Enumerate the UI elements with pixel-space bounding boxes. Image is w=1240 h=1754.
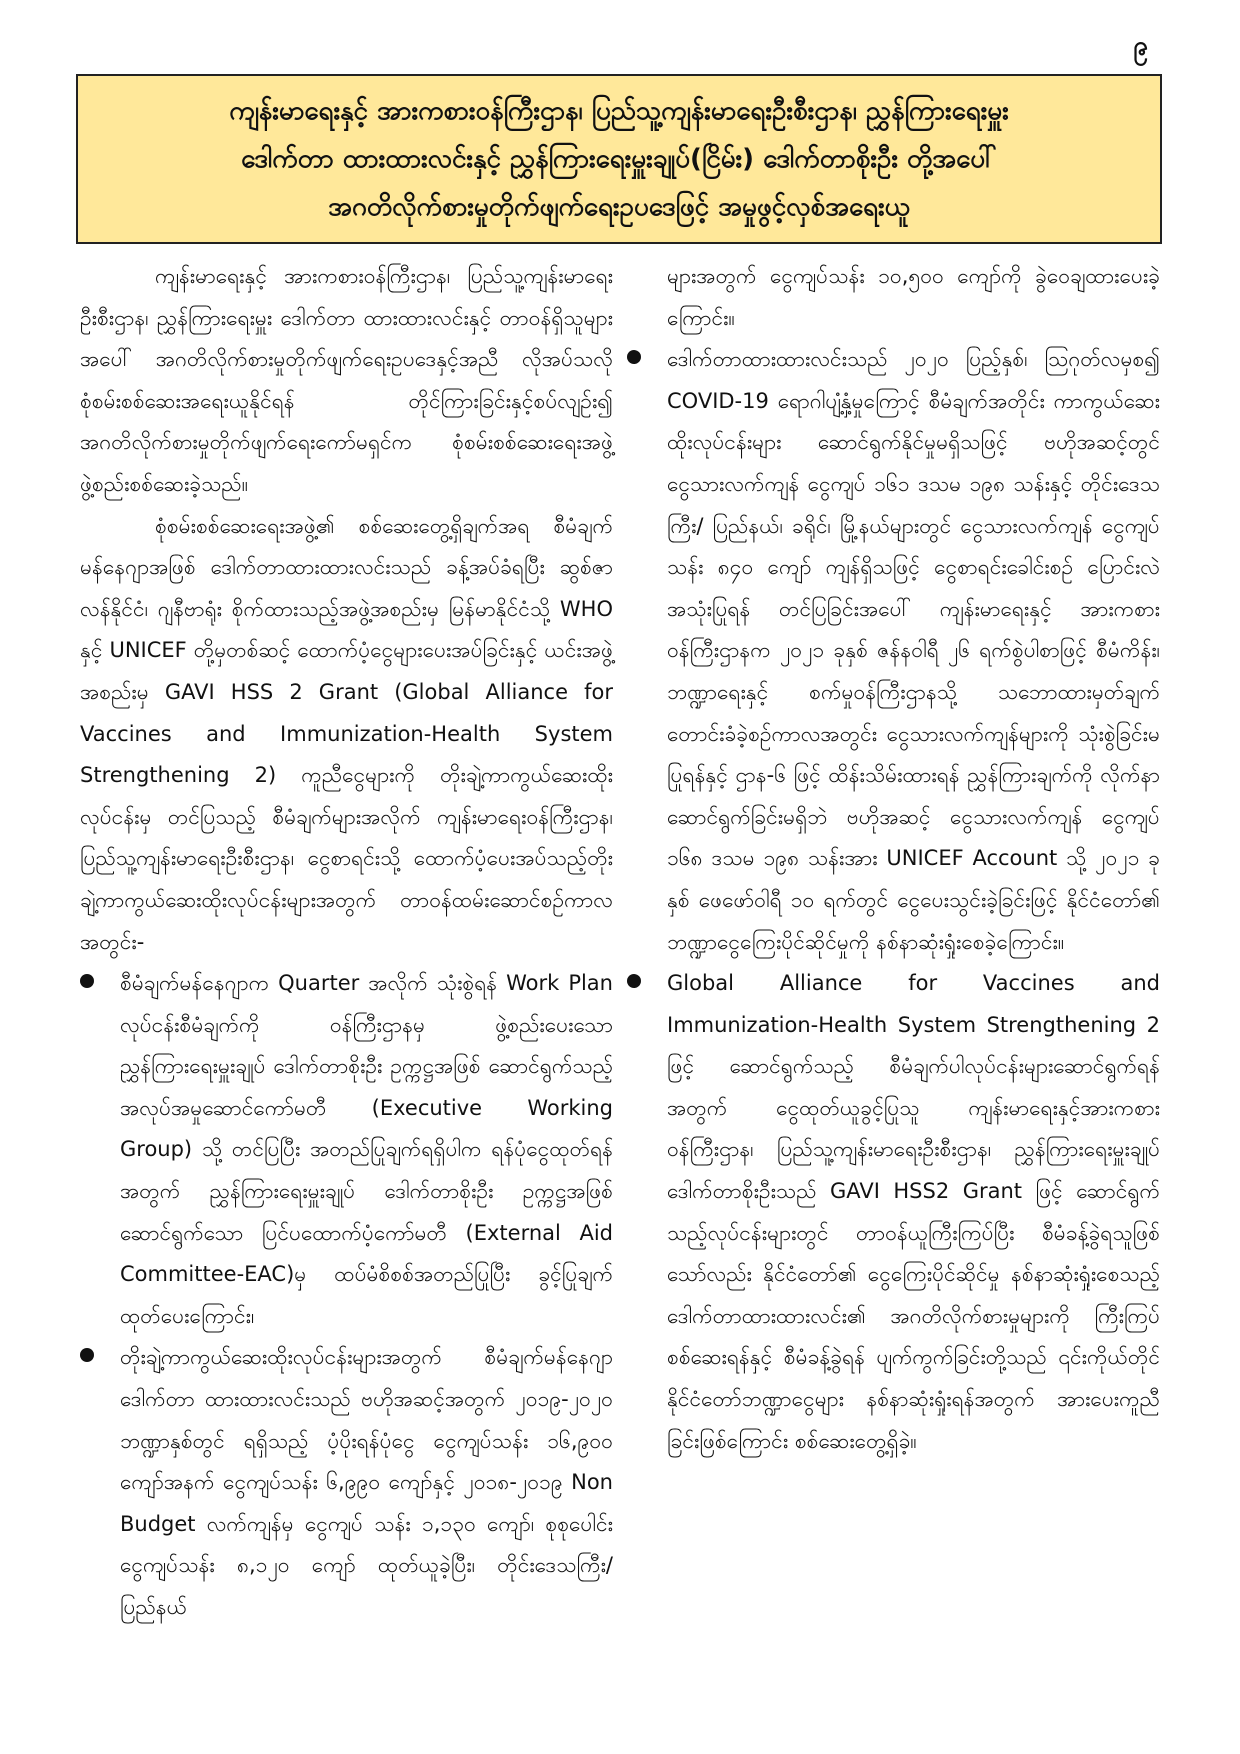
title-line-3: အဂတိလိုက်စားမှုတိုက်ဖျက်ရေးဥပဒေဖြင့် အမှုဖွင့်လှစ်အရေးယူ [328,192,910,222]
bullet-text: တိုးချဲ့ကာကွယ်ဆေးထိုးလုပ်ငန်းများအတွက် စီမံချက်မန်နေဂျာ ဒေါက်တာ ထားထားလင်းသည် ဗဟိုအဆင့်အတွက် ၂၀၁၉-၂၀၂၀ ဘဏ္ဍာနှစ်တွင် ရရှိသည့် ပံ့ပိုးရန်ပုံငွေ ငွေကျပ်သန်း ၁၆,၉၀၀ ကျော်အနက် ငွေကျပ်သန်း ၆,၉၉၀ ကျော်နှင့် ၂၀၁၈-၂၀၁၉ Non Budget လက်ကျန်မှ ငွေကျပ် သန်း ၁,၁၃၀ ကျော်၊ စုစုပေါင်း ငွေကျပ်သန်း ၈,၁၂၀ ကျော် ထုတ်ယူခဲ့ပြီး၊ တိုင်းဒေသကြီး/ပြည်နယ် [120,1345,613,1619]
bullet-item-1 [80,963,613,1337]
right-column [627,256,1160,1462]
page-number: ၉ [1133,31,1148,61]
intro-paragraph: ကျန်းမာရေးနှင့် အားကစားဝန်ကြီးဌာန၊ ပြည်သူ့ကျန်းမာရေးဦးစီးဌာန၊ ညွှန်ကြားရေးမှူး ဒေါက်တာ ထားထားလင်းနှင့် တာဝန်ရှိသူများအပေါ် အဂတိလိုက်စားမှုတိုက်ဖျက်ရေးဥပဒေနှင့်အညီ လိုအပ်သလို စုံစမ်းစစ်ဆေးအရေးယူနိုင်ရန် တိုင်ကြားခြင်းနှင့်စပ်လျဉ်း၍ အဂတိလိုက်စားမှုတိုက်ဖျက်ရေးကော်မရှင်က စုံစမ်းစစ်ဆေးရေးအဖွဲ့ ဖွဲ့စည်းစစ်ဆေးခဲ့သည်။ [80,264,613,496]
bullet-item-3 [627,339,1160,963]
bullet-item-4 [627,963,1160,1462]
bullet-text: ဒေါက်တာထားထားလင်းသည် ၂၀၂၀ ပြည့်နှစ်၊ ဩဂုတ်လမှစ၍ COVID-19 ရောဂါပျံ့နှံ့မှုကြောင့် စီမံချက်အတိုင်း ကာကွယ်ဆေးထိုးလုပ်ငန်းများ ဆောင်ရွက်နိုင်မှုမရှိသဖြင့် ဗဟိုအဆင့်တွင် ငွေသားလက်ကျန် ငွေကျပ် ၁၆၁ ဒသမ ၁၉၈ သန်းနှင့် တိုင်းဒေသကြီး/ ပြည်နယ်၊ ခရိုင်၊ မြို့နယ်များတွင် ငွေသားလက်ကျန် ငွေကျပ်သန်း ၈၄၀ ကျော် ကျန်ရှိသဖြင့် ငွေစာရင်းခေါင်းစဉ် ပြောင်းလဲအသုံးပြုရန် တင်ပြခြင်းအပေါ် ကျန်းမာရေးနှင့် အားကစားဝန်ကြီးဌာနက ၂၀၂၁ ခုနှစ် ဇန်နဝါရီ ၂၆ ရက်စွဲပါစာဖြင့် စီမံကိန်း၊ ဘဏ္ဍာရေးနှင့် စက်မှုဝန်ကြီးဌာနသို့ သဘောထားမှတ်ချက်တောင်းခံခဲ့စဉ်ကာလအတွင်း ငွေသားလက်ကျန်များကို သုံးစွဲခြင်းမပြုရန်နှင့် ဌာန-၆ ဖြင့် ထိန်းသိမ်းထားရန် ညွှန်ကြားချက်ကို လိုက်နာဆောင်ရွက်ခြင်းမရှိဘဲ ဗဟိုအဆင့် ငွေသားလက်ကျန် ငွေကျပ် ၁၆၈ ဒသမ ၁၉၈ သန်းအား UNICEF Account သို့ ၂၀၂၁ ခုနှစ် ဖေဖော်ဝါရီ ၁၀ ရက်တွင် ငွေပေးသွင်းခဲ့ခြင်းဖြင့် နိုင်ငံတော်၏ ဘဏ္ဍာငွေကြေးပိုင်ဆိုင်မှုကို နစ်နာဆုံးရှုံးစေခဲ့ကြောင်း။ [667,347,1160,954]
bullet-dot-icon [80,1348,94,1362]
title-box [76,74,1162,244]
bullet-dot-icon [627,350,641,364]
title-line-1: ကျန်းမာရေးနှင့် အားကစားဝန်ကြီးဌာန၊ ပြည်သူ့ကျန်းမာရေးဦးစီးဌာန၊ ညွှန်ကြားရေးမှူး [229,96,1009,126]
bullet-text: စီမံချက်မန်နေဂျာက Quarter အလိုက် သုံးစွဲရန် Work Plan လုပ်ငန်းစီမံချက်ကို ဝန်ကြီးဌာနမှ ဖွဲ့စည်းပေးသော ညွှန်ကြားရေးမှူးချုပ် ဒေါက်တာစိုးဦး ဥက္ကဋ္ဌအဖြစ် ဆောင်ရွက်သည့် အလုပ်အမှုဆောင်ကော်မတီ (Executive Working Group) သို့ တင်ပြပြီး အတည်ပြုချက်ရရှိပါက ရန်ပုံငွေထုတ်ရန်အတွက် ညွှန်ကြားရေးမှူးချုပ် ဒေါက်တာစိုးဦး ဥက္ကဋ္ဌအဖြစ် ဆောင်ရွက်သော ပြင်ပထောက်ပံ့ကော်မတီ (External Aid Committee-EAC)မှ ထပ်မံစိစစ်အတည်ပြုပြီး ခွင့်ပြုချက်ထုတ်ပေးကြောင်း၊ [120,971,613,1328]
bullet-text: Global Alliance for Vaccines and Immunization-Health System Strengthening 2 ဖြင့် ဆောင်ရွက်သည့် စီမံချက်ပါလုပ်ငန်းများဆောင်ရွက်ရန်အတွက် ငွေထုတ်ယူခွင့်ပြုသူ ကျန်းမာရေးနှင့်အားကစားဝန်ကြီးဌာန၊ ပြည်သူ့ကျန်းမာရေးဦးစီးဌာန၊ ညွှန်ကြားရေးမှူးချုပ် ဒေါက်တာစိုးဦးသည် GAVI HSS2 Grant ဖြင့် ဆောင်ရွက်သည့်လုပ်ငန်းများတွင် တာဝန်ယူကြီးကြပ်ပြီး စီမံခန့်ခွဲရသူဖြစ်သော်လည်း နိုင်ငံတော်၏ ငွေကြေးပိုင်ဆိုင်မှု နစ်နာဆုံးရှုံးစေသည့် ဒေါက်တာထားထားလင်း၏ အဂတိလိုက်စားမှုများကို ကြီးကြပ်စစ်ဆေးရန်နှင့် စီမံခန့်ခွဲရန် ပျက်ကွက်ခြင်းတို့သည် ၎င်းကိုယ်တိုင် နိုင်ငံတော်ဘဏ္ဍာငွေများ နစ်နာဆုံးရှုံးရန်အတွက် အားပေးကူညီခြင်းဖြစ်ကြောင်း စစ်ဆေးတွေ့ရှိခဲ့။ [667,971,1160,1453]
bullet-continuation: များအတွက် ငွေကျပ်သန်း ၁၀,၅၀၀ ကျော်ကို ခွဲဝေချထားပေးခဲ့ကြောင်း။ [667,264,1160,330]
findings-paragraph: စုံစမ်းစစ်ဆေးရေးအဖွဲ့၏ စစ်ဆေးတွေ့ရှိချက်အရ စီမံချက်မန်နေဂျာအဖြစ် ဒေါက်တာထားထားလင်းသည် ခန့်အပ်ခံရပြီး ဆွစ်ဇာလန်နိုင်ငံ၊ ဂျနီဗာရုံး စိုက်ထားသည့်အဖွဲ့အစည်းမှ မြန်မာနိုင်ငံသို့ WHO နှင့် UNICEF တို့မှတစ်ဆင့် ထောက်ပံ့ငွေများပေးအပ်ခြင်းနှင့် ယင်းအဖွဲ့အစည်းမှ GAVI HSS 2 Grant (Global Alliance for Vaccines and Immunization-Health System Strengthening 2) ကူညီငွေများကို တိုးချဲ့ကာကွယ်ဆေးထိုးလုပ်ငန်းမှ တင်ပြသည့် စီမံချက်များအလိုက် ကျန်းမာရေးဝန်ကြီးဌာန၊ ပြည်သူ့ကျန်းမာရေးဦးစီးဌာန၊ ငွေစာရင်းသို့ ထောက်ပံ့ပေးအပ်သည့်တိုးချဲ့ကာကွယ်ဆေးထိုးလုပ်ငန်းများအတွက် တာဝန်ထမ်းဆောင်စဉ်ကာလအတွင်း- [80,513,613,954]
bullet-dot-icon [627,974,641,988]
bullet-dot-icon [80,974,94,988]
left-column [80,256,613,1629]
bullet-item-2 [80,1337,613,1628]
title-line-2: ဒေါက်တာ ထားထားလင်းနှင့် ညွှန်ကြားရေးမှူးချုပ်(ငြိမ်း) ဒေါက်တာစိုးဦး တို့အပေါ် [241,144,997,174]
